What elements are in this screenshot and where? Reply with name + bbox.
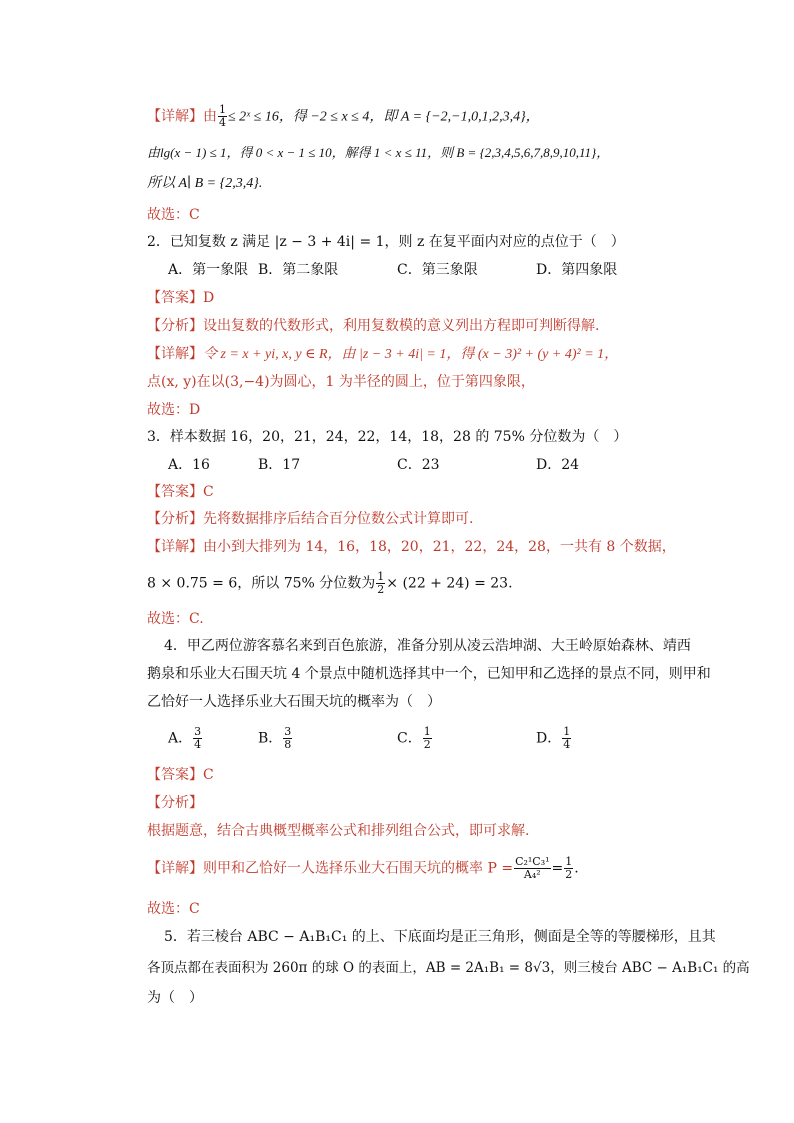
q4-stem-line2: 鹅泉和乐业大石围天坑 4 个景点中随机选择其中一个，已知甲和乙选择的景点不同，则甲和 bbox=[147, 666, 711, 682]
q5-stem-line1: 5．若三棱台 ABC − A₁B₁C₁ 的上、下底面均是正三角形，侧面是全等的等腰梯形，且其 bbox=[164, 929, 716, 945]
q1-detail-line3: 所以 A∣ B = {2,3,4}. bbox=[147, 176, 263, 191]
q4-option-d: D． $\frac{1}{4}$ bbox=[536, 725, 571, 751]
q3-detail-line2: 8 × 0.75 = 6，所以 75% 分位数为 $\frac{1}{2}$ × (22 + 24) = 23. bbox=[147, 570, 513, 596]
q3-answer: 【答案】C bbox=[147, 484, 214, 500]
q1-result: 故选：C bbox=[147, 207, 200, 223]
q4-result: 故选：C bbox=[147, 901, 200, 917]
q2-stem: 2．已知复数 z 满足 |z − 3 + 4i| = 1，则 z 在复平面内对应的点位于（ ） bbox=[147, 234, 625, 250]
q4-analysis: 根据题意，结合古典概型概率公式和排列组合公式，即可求解. bbox=[147, 823, 530, 839]
q3-analysis: 【分析】先将数据排序后结合百分位数公式计算即可. bbox=[147, 511, 474, 527]
q2-option-b: B．第二象限 bbox=[258, 262, 339, 278]
q1-detail-line2: 由lg(x − 1) ≤ 1，得 0 < x − 1 ≤ 10，解得 1 < x ≤ 11，则 B = {2,3,4,5,6,7,8,9,10,11}， bbox=[147, 145, 610, 160]
q5-stem-line2: 各顶点都在表面积为 260π 的球 O 的表面上，AB = 2A₁B₁ = 8√3，则三棱台 ABC − A₁B₁C₁ 的高 bbox=[147, 960, 750, 976]
q2-option-c: C．第三象限 bbox=[397, 262, 478, 278]
q3-option-d: D．24 bbox=[536, 457, 580, 473]
q4-option-c: C． $\frac{1}{2}$ bbox=[397, 725, 431, 751]
q2-option-d: D．第四象限 bbox=[536, 262, 618, 278]
q4-option-a: A． $\frac{3}{4}$ bbox=[168, 725, 202, 751]
q2-option-a: A．第一象限 bbox=[168, 262, 249, 278]
q4-stem-line3: 乙恰好一人选择乐业大石围天坑的概率为（ ） bbox=[147, 694, 441, 710]
q5-stem-line3: 为（ ） bbox=[147, 990, 203, 1006]
q2-answer: 【答案】D bbox=[147, 290, 215, 306]
q3-option-b: B．17 bbox=[258, 457, 301, 473]
q3-option-c: C．23 bbox=[397, 457, 440, 473]
fraction: $\frac{1}{4}$ bbox=[219, 103, 226, 129]
fraction: $\frac{1}{2}$ bbox=[377, 570, 385, 596]
q2-detail-line2: 点(x, y)在以(3,−4)为圆心，1 为半径的圆上，位于第四象限， bbox=[147, 374, 535, 390]
q3-option-a: A．16 bbox=[168, 457, 210, 473]
q3-result: 故选：C. bbox=[147, 611, 204, 627]
q1-detail-line1: 【详解】由 $\frac{1}{4}$ ≤ 2ˣ ≤ 16，得 −2 ≤ x ≤ 4，即 A = {−2,−1,0,1,2,3,4}， bbox=[147, 103, 540, 129]
q4-option-b: B． $\frac{3}{8}$ bbox=[258, 725, 292, 751]
q3-detail: 【详解】由小到大排列为 14，16，18，20，21，22，24，28，一共有 8 个数据， bbox=[147, 539, 676, 555]
q2-analysis: 【分析】设出复数的代数形式，利用复数模的意义列出方程即可判断得解. bbox=[147, 318, 600, 334]
q4-stem-line1: 4．甲乙两位游客慕名来到百色旅游，准备分别从凌云浩坤湖、大王岭原始森林、靖西 bbox=[164, 638, 691, 654]
q3-stem: 3．样本数据 16，20，21，24，22，14，18，28 的 75% 分位数为（ ） bbox=[147, 429, 628, 445]
detail-tag: 【详解】 bbox=[147, 108, 203, 125]
q4-answer: 【答案】C bbox=[147, 767, 214, 783]
q2-detail: 【详解】令 z = x + yi, x, y ∈ R，由 |z − 3 + 4i| = 1，得 (x − 3)² + (y + 4)² = 1， bbox=[147, 346, 619, 362]
q4-analysis-tag: 【分析】 bbox=[147, 795, 203, 811]
q4-detail: 【详解】则甲和乙恰好一人选择乐业大石围天坑的概率 P = $\frac{\text{C₂¹C₃¹}}{\text{A₄²}}$ = $\frac{1}{2}$ . bbox=[147, 855, 579, 881]
q2-result: 故选：D bbox=[147, 402, 201, 418]
